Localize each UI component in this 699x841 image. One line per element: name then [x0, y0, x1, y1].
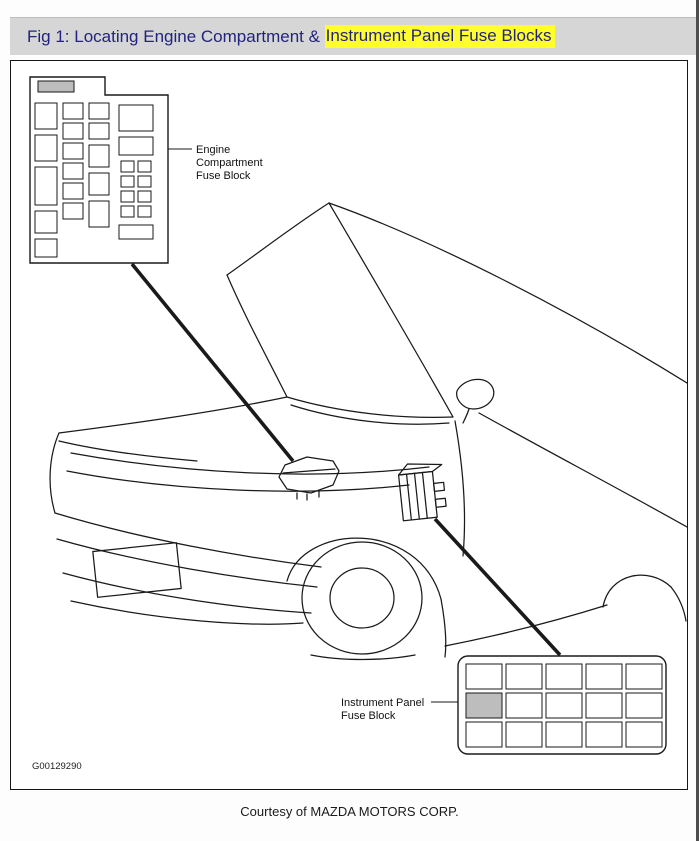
engine-fuse-box-on-car — [279, 457, 339, 500]
side-mirror — [457, 379, 494, 409]
front-wheel-rim — [330, 568, 394, 628]
car-illustration — [50, 203, 687, 660]
hatched-fuse — [38, 81, 74, 92]
engine-block-label-line1: Engine — [196, 144, 231, 156]
figure-title-text: Fig 1: Locating Engine Compartment & — [27, 26, 325, 46]
courtesy-text: Courtesy of MAZDA MOTORS CORP. — [240, 804, 459, 819]
instrument-block-label-line2: Fuse Block — [341, 710, 396, 722]
figure-title-bar — [10, 17, 696, 55]
instrument-fuse-block-diagram — [458, 656, 666, 754]
fuse-location-diagram — [11, 61, 687, 789]
instrument-block-label-line1: Instrument Panel — [341, 697, 425, 709]
hatched-fuse — [466, 693, 502, 718]
diagram-container — [10, 60, 688, 790]
front-tire — [302, 542, 422, 654]
figure-title-highlight: Instrument Panel Fuse Blocks — [325, 25, 555, 48]
engine-fuse-block-diagram — [30, 77, 168, 263]
figure-id: G00129290 — [32, 761, 82, 772]
engine-block-label-line3: Fuse Block — [196, 170, 251, 182]
engine-block-label-line2: Compartment — [196, 157, 263, 169]
license-plate — [93, 543, 181, 598]
